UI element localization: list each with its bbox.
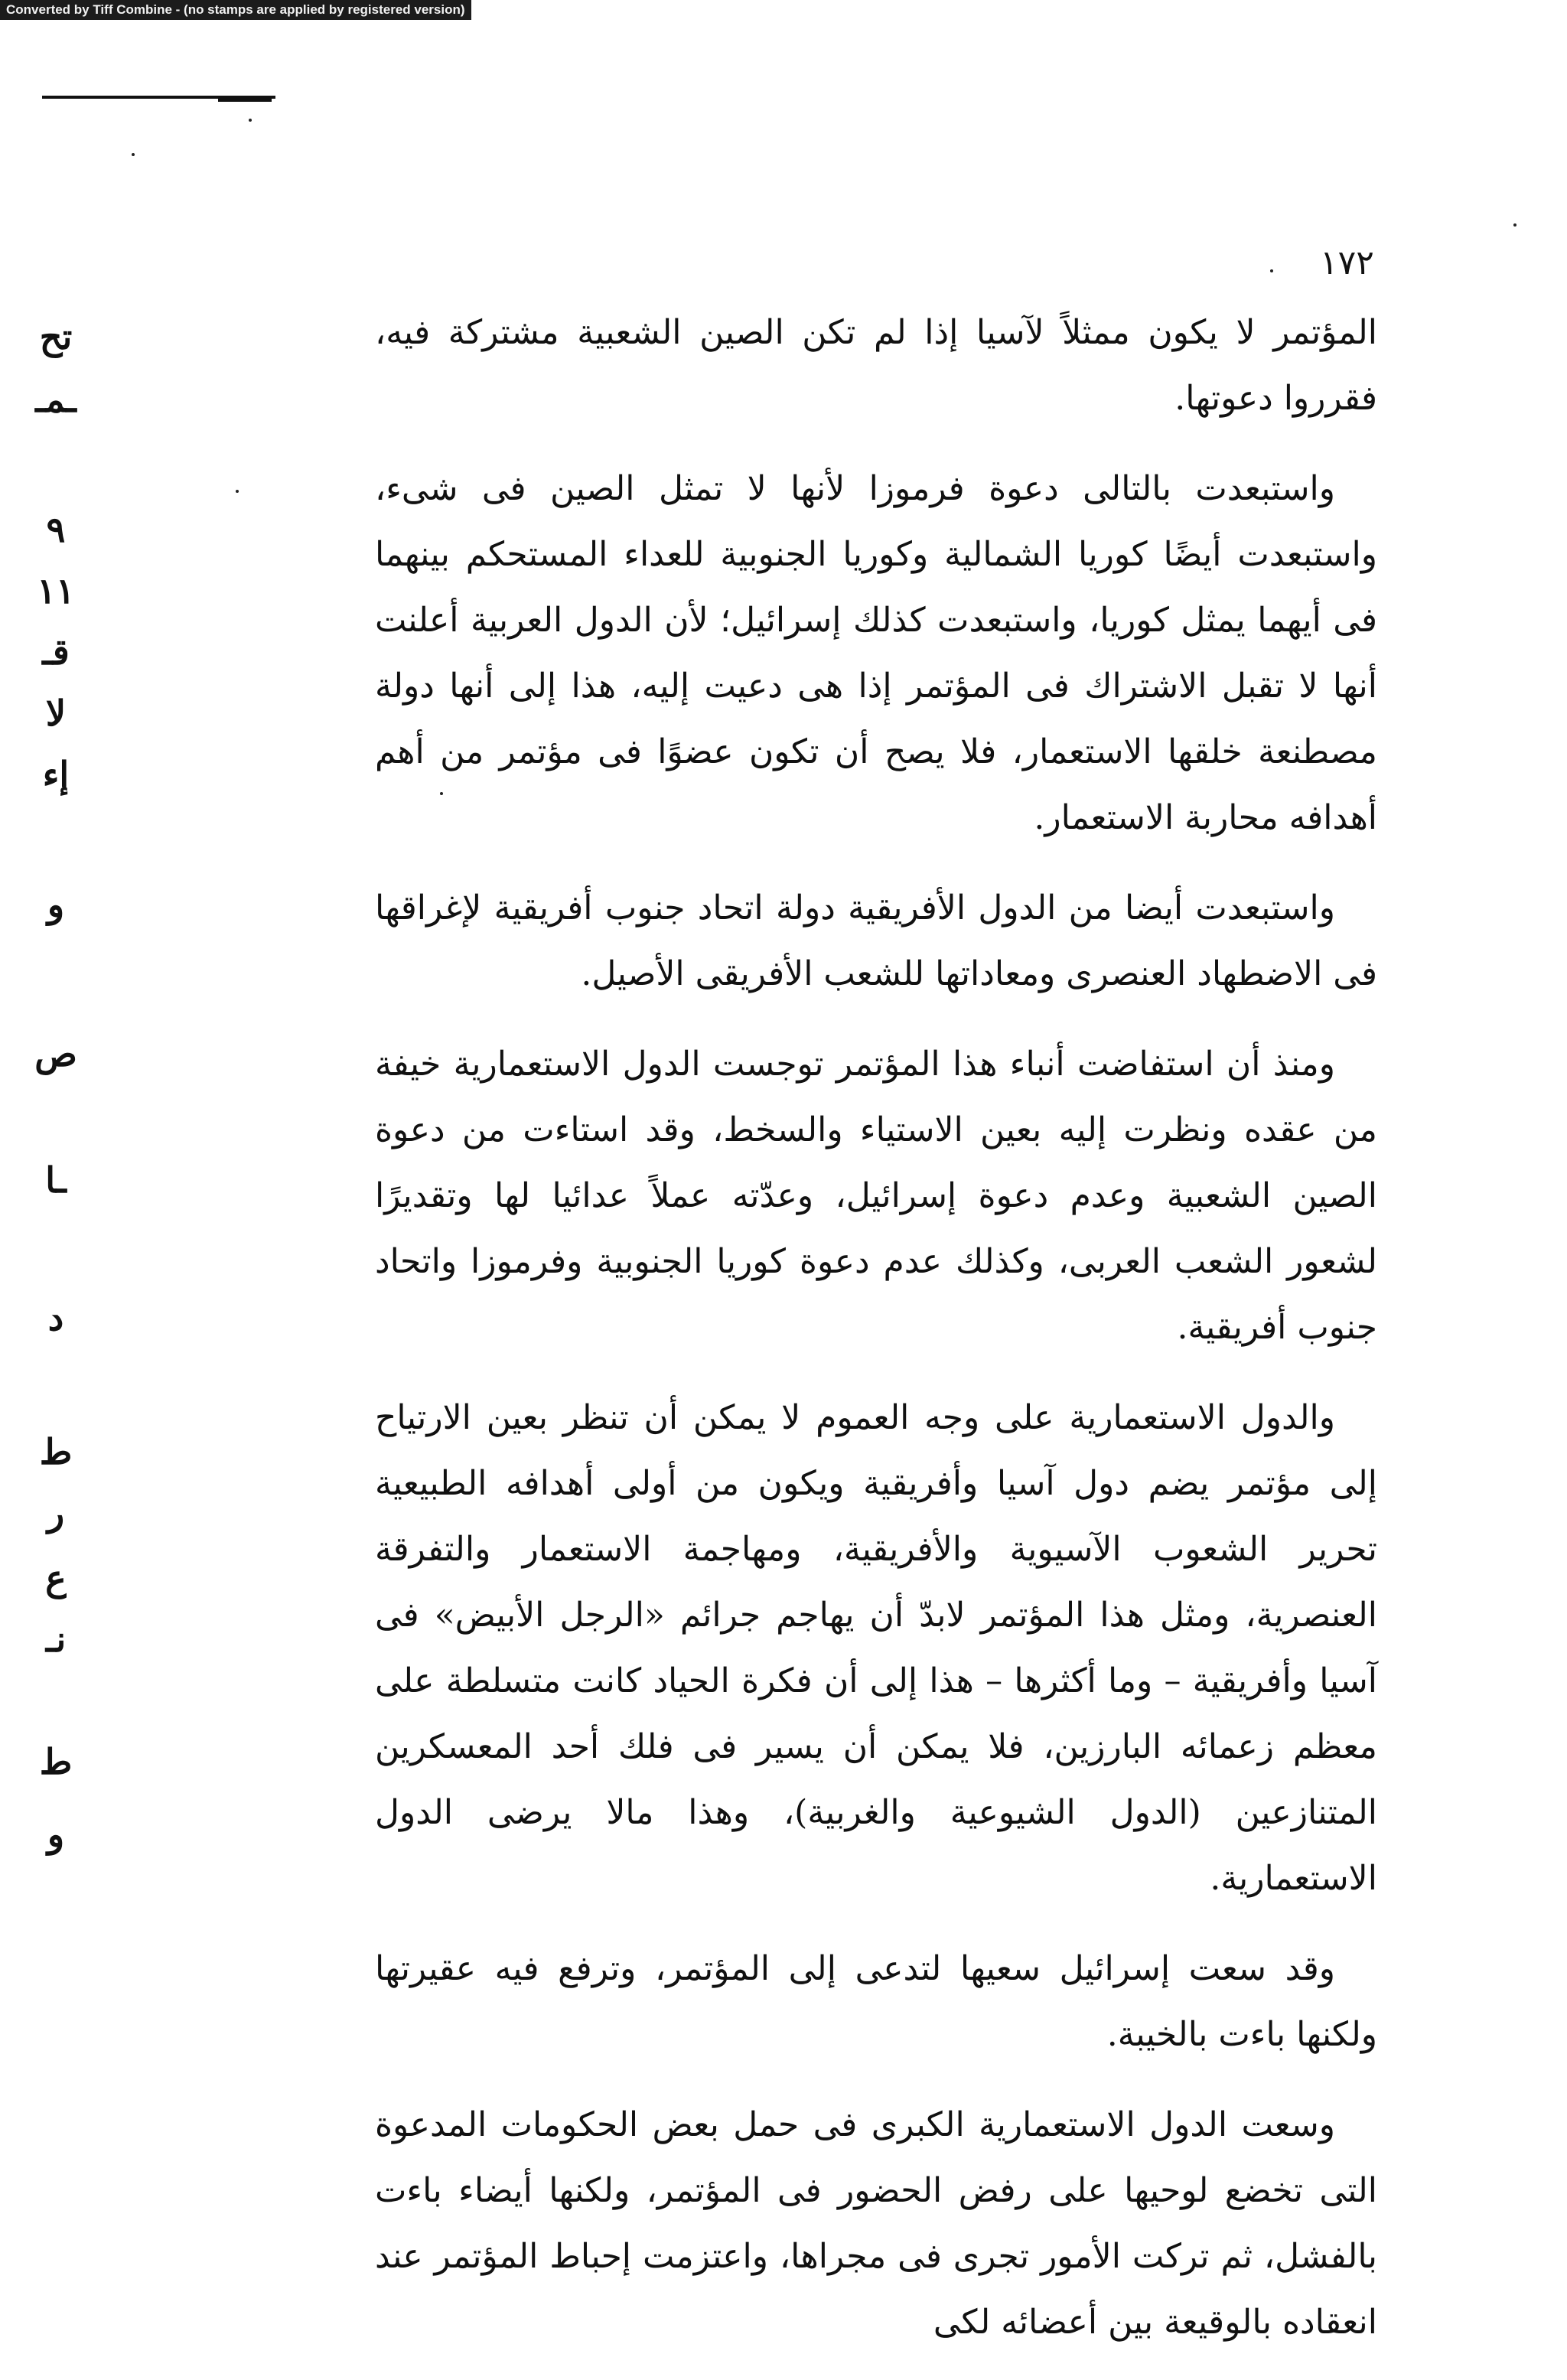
paragraph: وقد سعت إسرائيل سعيها لتدعى إلى المؤتمر، وترفع فيه عقيرتها ولكنها باءت بالخيبة. (375, 1949, 1377, 2054)
page-number: ١٧٢ (1320, 243, 1374, 282)
scan-speck (132, 153, 135, 156)
paragraph: المؤتمر لا يكون ممثلاً لآسيا إذا لم تكن الصين الشعبية مشتركة فيه، فقرروا دعوتها. (375, 313, 1377, 418)
paragraph: واستبعدت أيضا من الدول الأفريقية دولة اتحاد جنوب أفريقية لإغراقها فى الاضطهاد العنصرى ومعاداتها للشعب الأفريقى الأصيل. (375, 888, 1377, 993)
paragraph: ومنذ أن استفاضت أنباء هذا المؤتمر توجست الدول الاستعمارية خيفة من عقده ونظرت إليه بعين الاستياء والسخط، وقد استاءت من دعوة الصين الشعبية وعدم دعوة إسرائيل، وعدّته عملاً عدائيا لها وتقديرًا لشعور الشعب العربى، وكذلك عدم دعوة كوريا الجنوبية وفرموزا واتحاد جنوب أفريقية. (375, 1045, 1377, 1347)
margin-fragment: ـمـ (35, 379, 77, 420)
margin-fragment: و (47, 884, 65, 925)
margin-fragment: ١١ (37, 570, 75, 611)
paragraph: وسعت الدول الاستعمارية الكبرى فى حمل بعض الحكومات المدعوة التى تخضع لوحيها على رفض الحضور فى المؤتمر، ولكنها أيضاء باءت بالفشل، ثم تركت الأمور تجرى فى مجراها، واعتزمت إحباط المؤتمر عند انعقاده بالوقيعة بين أعضائه لكى (375, 2105, 1377, 2342)
paragraph: واستبعدت بالتالى دعوة فرموزا لأنها لا تمثل الصين فى شىء، واستبعدت أيضًا كوريا الشمالية وكوريا الجنوبية للعداء المستحكم بينهما فى أيهما يمثل كوريا، واستبعدت كذلك إسرائيل؛ لأن الدول العربية أعلنت أنها لا تقبل الاشتراك فى المؤتمر إذا هى دعيت إليه، هذا إلى أنها دولة مصطنعة خلقها الاستعمار، فلا يصح أن تكون عضوًا فى مؤتمر من أهم أهدافه محاربة الاستعمار. (375, 469, 1377, 837)
margin-fragment: ٩ (46, 509, 66, 550)
margin-fragment: د (47, 1297, 64, 1338)
margin-fragment: ط (39, 1741, 73, 1782)
margin-fragment: ـا (45, 1159, 67, 1201)
margin-fragment: إ‍ء (42, 754, 70, 795)
paragraph: والدول الاستعمارية على وجه العموم لا يمكن أن تنظر بعين الارتياح إلى مؤتمر يضم دول آسيا وأفريقية ويكون من أولى أهدافه الطبيعية تحرير الشعوب الآسيوية والأفريقية، ومهاجمة الاستعمار والتفرقة العنصرية، ومثل هذا المؤتمر لابدّ أن يهاجم جرائم «الرجل الأبيض» فى آسيا وأفريقية – وما أكثرها – هذا إلى أن فكرة الحياد كانت متسلطة على معظم زعمائه البارزين، فلا يمكن أن يسير فى فلك أحد المعسكرين المتنازعين (الدول الشيوعية والغربية)، وهذا مالا يرضى الدول الاستعمارية. (375, 1398, 1378, 1898)
margin-fragment: نـ (45, 1619, 67, 1660)
scan-speck (1513, 223, 1517, 227)
margin-fragment: ع (45, 1557, 67, 1599)
scan-speck (1270, 269, 1273, 272)
scan-speck (236, 490, 239, 493)
margin-fragment: ر (47, 1492, 65, 1534)
article-body (375, 300, 1377, 2380)
margin-fragment: لا (45, 693, 67, 734)
margin-fragment: ص (34, 1033, 77, 1074)
margin-fragment: قـ (42, 631, 70, 673)
margin-fragment: تح (39, 316, 73, 357)
scan-speck (249, 119, 252, 122)
margin-fragment: ط (39, 1431, 73, 1472)
margin-fragment: و (47, 1814, 65, 1855)
converter-banner: Converted by Tiff Combine - (no stamps are applied by registered version) (0, 0, 471, 20)
top-rule-mark (42, 96, 275, 99)
